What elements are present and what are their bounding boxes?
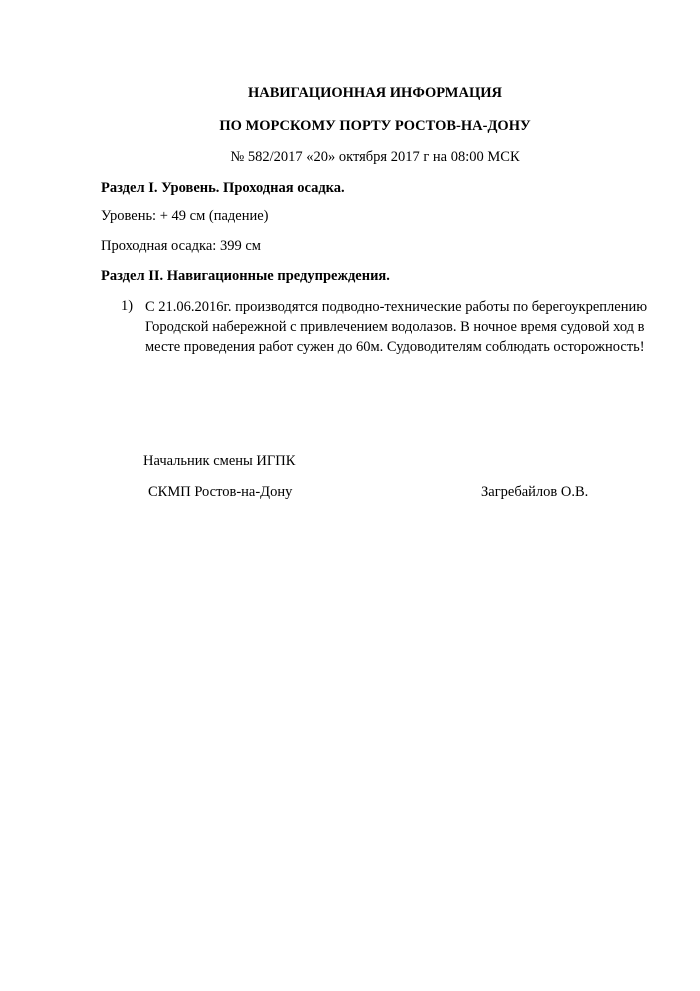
section-1-heading: Раздел I. Уровень. Проходная осадка. (101, 180, 345, 196)
draft-line: Проходная осадка: 399 см (101, 238, 261, 254)
warning-item-text (145, 297, 648, 357)
signatory-position-line-2: СКМП Ростов-на-Дону (148, 484, 293, 500)
issue-number-date: № 582/2017 «20» октября 2017 г на 08:00 МСК (230, 149, 520, 165)
document-title-line-1: НАВИГАЦИОННАЯ ИНФОРМАЦИЯ (247, 85, 502, 101)
signatory-position-line-1: Начальник смены ИГПК (143, 453, 296, 469)
section-2-heading: Раздел II. Навигационные предупреждения. (101, 268, 390, 284)
signatory-name: Загребайлов О.В. (481, 484, 589, 500)
warning-text-line: С 21.06.2016г. производятся подводно-технические работы по берегоукреплению (145, 299, 648, 315)
warning-text-line: месте проведения работ сужен до 60м. Судоводителям соблюдать осторожность! (145, 339, 645, 355)
warning-item-number: 1) (121, 298, 134, 314)
warning-text-line: Городской набережной с привлечением водолазов. В ночное время судовой ход в (145, 319, 645, 335)
document-title-line-2: ПО МОРСКОМУ ПОРТУ РОСТОВ-НА-ДОНУ (219, 118, 531, 134)
water-level-line: Уровень: + 49 см (падение) (101, 208, 269, 224)
